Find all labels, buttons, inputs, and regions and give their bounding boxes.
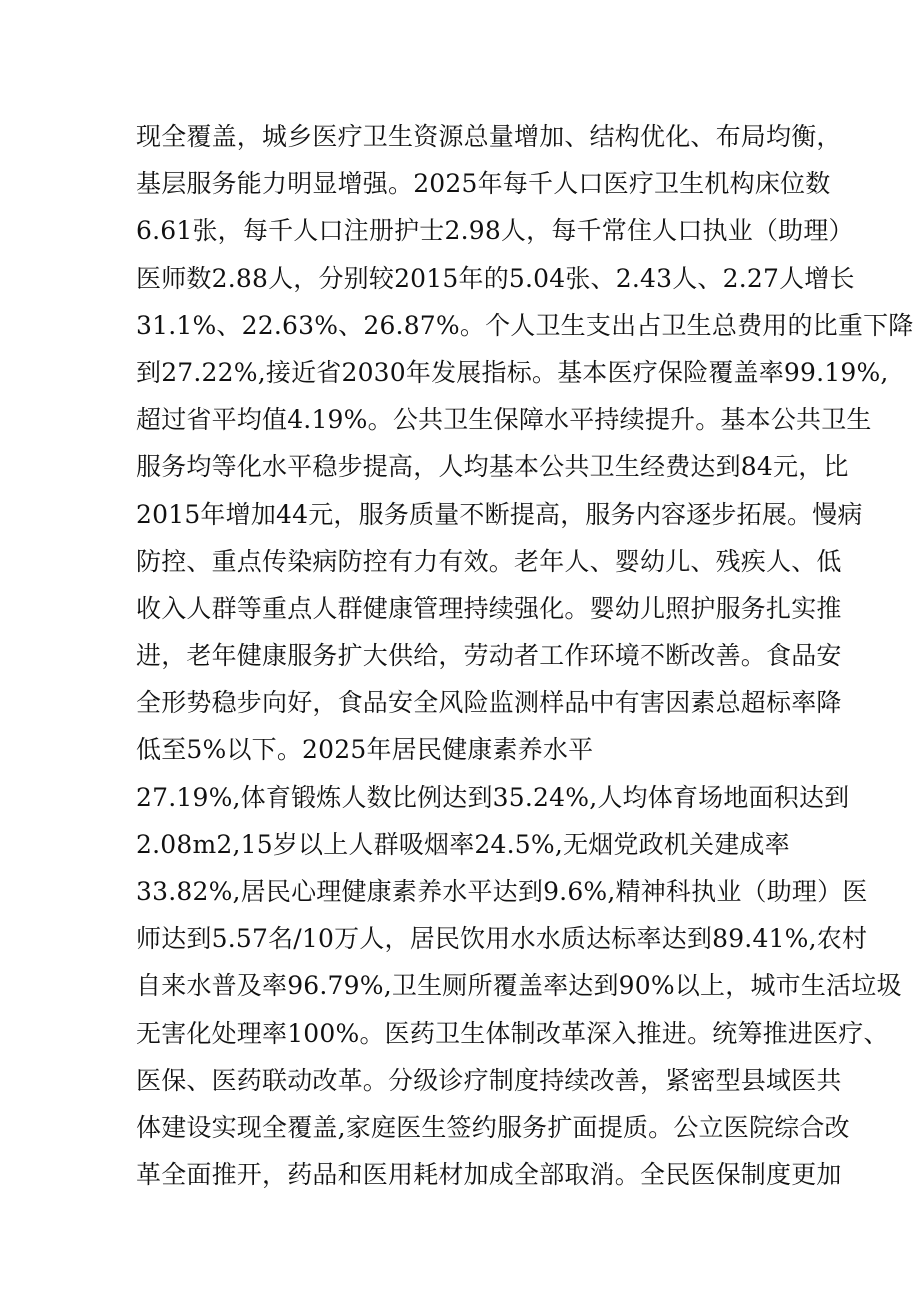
text-line: 进，老年健康服务扩大供给，劳动者工作环境不断改善。食品安 [136, 641, 842, 671]
text-line: 27.19%,体育锻炼人数比例达到35.24%,人均体育场地面积达到 [136, 782, 850, 812]
text-line: 收入人群等重点人群健康管理持续强化。婴幼儿照护服务扎实推 [136, 593, 842, 623]
text-line: 医保、医药联动改革。分级诊疗制度持续改善，紧密型县域医共 [136, 1065, 842, 1095]
text-line: 2015年增加44元，服务质量不断提高，服务内容逐步拓展。慢病 [136, 499, 863, 529]
text-line: 现全覆盖，城乡医疗卫生资源总量增加、结构优化、布局均衡， [136, 122, 842, 151]
text-line: 无害化处理率100%。医药卫生体制改革深入推进。统筹推进医疗、 [136, 1018, 889, 1048]
text-line: 医师数2.88人，分别较2015年的5.04张、2.43人、2.27人增长 [136, 263, 855, 293]
text-line: 革全面推开，药品和医用耗材加成全部取消。全民医保制度更加 [136, 1160, 842, 1190]
text-line: 自来水普及率96.79%,卫生厕所覆盖率达到90%以上，城市生活垃圾 [136, 971, 902, 1001]
text-line: 6.61张，每千人口注册护士2.98人，每千常住人口执业（助理） [136, 216, 854, 246]
text-line: 基层服务能力明显增强。2025年每千人口医疗卫生机构床位数 [136, 169, 831, 199]
text-line: 2.08m2,15岁以上人群吸烟率24.5%,无烟党政机关建成率 [136, 829, 790, 859]
text-line: 体建设实现全覆盖,家庭医生签约服务扩面提质。公立医院综合改 [136, 1112, 850, 1142]
text-line: 到27.22%,接近省2030年发展指标。基本医疗保险覆盖率99.19%, [136, 357, 889, 387]
text-line: 全形势稳步向好，食品安全风险监测样品中有害因素总超标率降 [136, 688, 842, 718]
text-line: 31.1%、22.63%、26.87%。个人卫生支出占卫生总费用的比重下降 [136, 310, 914, 340]
text-line: 33.82%,居民心理健康素养水平达到9.6%,精神科执业（助理）医 [136, 877, 868, 906]
text-line: 师达到5.57名/10万人，居民饮用水水质达标率达到89.41%,农村 [136, 924, 868, 954]
body-paragraph [136, 113, 914, 1198]
text-line: 超过省平均值4.19%。公共卫生保障水平持续提升。基本公共卫生 [136, 405, 872, 435]
text-line: 防控、重点传染病防控有力有效。老年人、婴幼儿、残疾人、低 [136, 546, 842, 576]
text-line: 服务均等化水平稳步提高，人均基本公共卫生经费达到84元，比 [136, 452, 849, 482]
text-line: 低至5%以下。2025年居民健康素养水平 [136, 735, 594, 765]
